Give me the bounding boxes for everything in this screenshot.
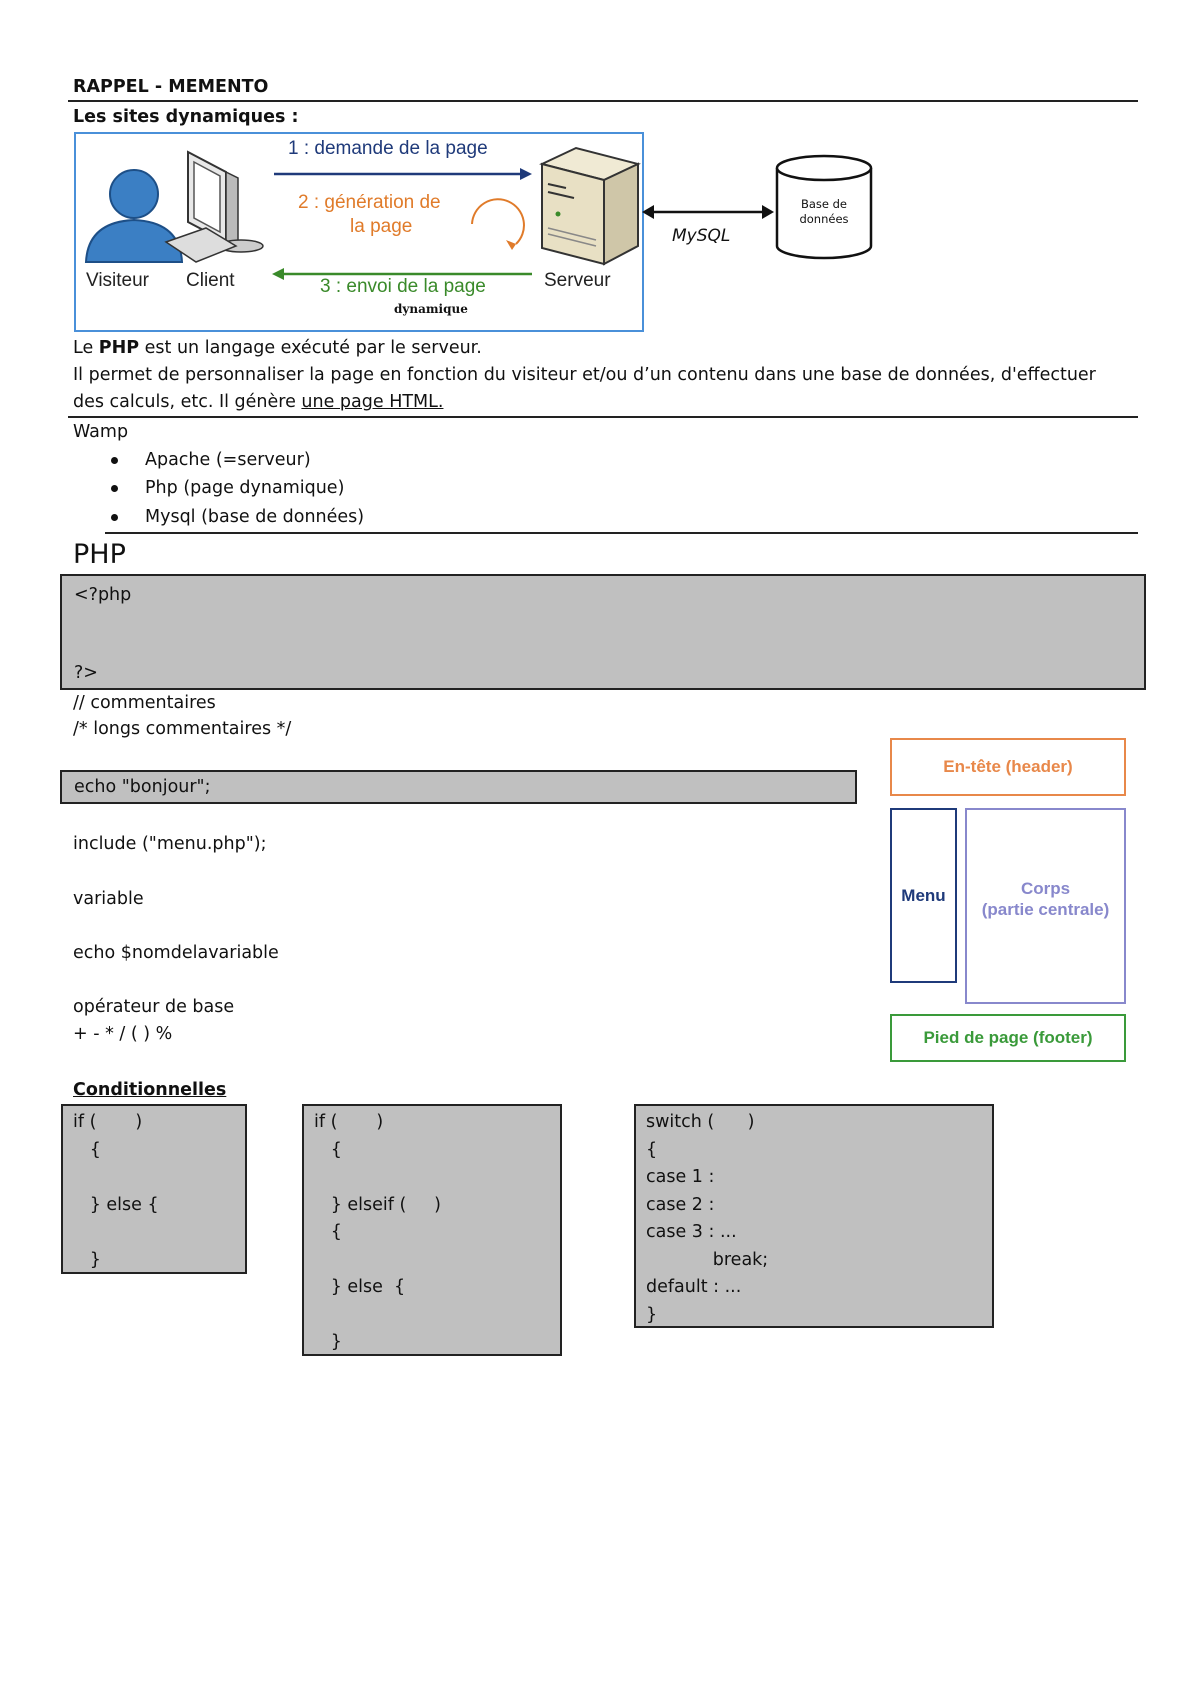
code-line: case 2 : [646, 1194, 715, 1215]
divider [68, 100, 1138, 102]
echo-code: echo "bonjour"; [74, 777, 211, 797]
step3-sublabel: dynamique [394, 302, 468, 316]
php-heading: PHP [73, 539, 126, 570]
computer-icon [166, 152, 263, 262]
if-elseif-box [302, 1104, 562, 1356]
php-open-tag: <?php [74, 585, 132, 605]
dynamic-site-diagram [74, 132, 644, 332]
wamp-title: Wamp [73, 422, 129, 442]
comment-line: // commentaires [73, 693, 216, 713]
client-label: Client [186, 270, 235, 291]
code-line: switch ( ) [646, 1112, 755, 1132]
code-line: case 3 : ... [646, 1222, 737, 1242]
code-line: { [73, 1139, 101, 1160]
code-line: } else { [73, 1194, 159, 1215]
mysql-label: MySQL [672, 226, 731, 246]
conditionnelles-title: Conditionnelles [73, 1080, 227, 1100]
variable-line: variable [73, 889, 144, 909]
if-else-box [61, 1104, 247, 1274]
divider [105, 532, 1138, 534]
code-line: } [73, 1249, 101, 1270]
bullet [111, 457, 118, 464]
code-line: if ( ) [314, 1112, 384, 1132]
divider [68, 416, 1138, 418]
code-line [314, 1164, 441, 1192]
code-line: } [314, 1332, 342, 1352]
visitor-label: Visiteur [86, 270, 150, 291]
operators-line: + - * / ( ) % [73, 1024, 173, 1044]
code-line [314, 1302, 441, 1330]
code-block [646, 1109, 768, 1329]
code-line [73, 1219, 159, 1247]
code-line [314, 1247, 441, 1275]
comment-line: /* longs commentaires */ [73, 719, 292, 739]
code-line: { [314, 1139, 342, 1160]
include-line: include ("menu.php"); [73, 834, 267, 854]
step2-label-line1: 2 : génération de [298, 192, 441, 213]
code-line: if ( ) [73, 1112, 143, 1132]
code-line: break; [646, 1249, 769, 1270]
code-line: case 1 : [646, 1167, 715, 1187]
echo-box [60, 770, 857, 804]
php-intro-line3: des calculs, etc. Il génère une page HTML. [73, 392, 444, 412]
layout-footer-box: Pied de page (footer) [890, 1014, 1126, 1062]
code-block [73, 1109, 159, 1274]
visitor-icon [86, 170, 182, 262]
wamp-item: Php (page dynamique) [145, 478, 345, 498]
server-icon [542, 148, 638, 264]
wamp-item: Mysql (base de données) [145, 507, 365, 527]
switch-box [634, 1104, 994, 1328]
code-line [73, 1164, 159, 1192]
code-line: } elseif ( ) [314, 1194, 441, 1215]
page-title: RAPPEL - MEMENTO [73, 77, 269, 97]
layout-header-box: En-tête (header) [890, 738, 1126, 796]
php-close-tag: ?> [74, 663, 98, 683]
code-line: { [646, 1139, 658, 1160]
php-intro-line1: Le PHP est un langage exécuté par le serveur. [73, 338, 482, 358]
code-line: { [314, 1222, 342, 1242]
section-title: Les sites dynamiques : [73, 107, 299, 127]
wamp-item: Apache (=serveur) [145, 450, 311, 470]
layout-body-box: Corps (partie centrale) [965, 808, 1126, 1004]
code-line: } else { [314, 1277, 406, 1297]
step1-label: 1 : demande de la page [288, 138, 488, 159]
php-tag-box [60, 574, 1146, 690]
code-block [314, 1109, 441, 1357]
bullet [111, 514, 118, 521]
bullet [111, 485, 118, 492]
step3-label: 3 : envoi de la page [320, 276, 486, 297]
step2-label-line2: la page [350, 216, 413, 237]
server-label: Serveur [544, 270, 611, 291]
operators-title: opérateur de base [73, 997, 235, 1017]
echo-var-line: echo $nomdelavariable [73, 943, 279, 963]
layout-menu-box: Menu [890, 808, 957, 983]
code-line: } [646, 1304, 658, 1325]
code-line: default : ... [646, 1277, 742, 1297]
database-label: Base de données [799, 197, 849, 226]
php-intro-line2: Il permet de personnaliser la page en fonction du visiteur et/ou d’un contenu dans une base de données, d'effectuer [73, 365, 1096, 385]
